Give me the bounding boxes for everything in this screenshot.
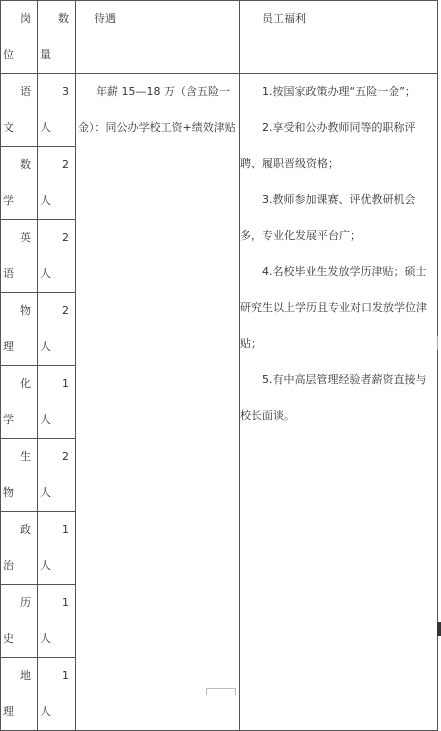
count-number: 1 [62,596,69,609]
count-cell [38,658,76,731]
benefit-item: 1.按国家政策办理“五险一金”； [262,85,416,98]
position-char-1: 物 [20,304,31,317]
position-char-1: 政 [20,523,31,536]
header-benefits-label: 员工福利 [262,12,306,25]
count-number: 1 [62,377,69,390]
position-cell [1,439,38,512]
count-number: 3 [62,85,69,98]
count-number: 2 [62,304,69,317]
position-char-2: 理 [3,705,14,718]
count-unit: 人 [40,559,51,572]
benefits-cell [240,74,438,731]
position-cell [1,74,38,147]
benefit-item: 4.名校毕业生发放学历津贴；硕士研究生以上学历且专业对口发放学位津贴； [240,265,427,350]
count-cell [38,585,76,658]
position-cell [1,220,38,293]
page-edge-marker [437,622,441,636]
count-cell [38,147,76,220]
count-unit: 人 [40,486,51,499]
header-position-char-1: 岗 [20,12,31,25]
position-char-2: 史 [3,632,14,645]
position-char-2: 文 [3,121,14,134]
position-char-1: 语 [20,85,31,98]
position-cell [1,585,38,658]
count-number: 1 [62,669,69,682]
benefit-item: 5.有中高层管理经验者薪资直接与校长面谈。 [240,373,427,422]
position-char-2: 理 [3,340,14,353]
benefit-item: 2.享受和公办教师同等的职称评聘、履职晋级资格； [240,121,416,170]
position-char-2: 学 [3,413,14,426]
header-treatment-cell [76,1,240,74]
count-unit: 人 [40,632,51,645]
header-benefits-cell [240,1,438,74]
position-char-1: 地 [20,669,31,682]
position-cell [1,147,38,220]
count-unit: 人 [40,267,51,280]
count-unit: 人 [40,413,51,426]
treatment-text: 年薪 15—18 万（含五险一金）：同公办学校工资+绩效津贴 [78,85,236,134]
benefit-item: 3.教师参加课赛、评优教研机会多，专业化发展平台广； [240,193,416,242]
position-char-2: 学 [3,194,14,207]
header-treatment-label: 待遇 [94,12,116,25]
header-count-char-1: 数 [58,12,69,25]
count-cell [38,220,76,293]
position-char-1: 化 [20,377,31,390]
count-unit: 人 [40,340,51,353]
count-cell [38,74,76,147]
position-char-2: 物 [3,486,14,499]
position-cell [1,658,38,731]
position-char-2: 语 [3,267,14,280]
count-unit: 人 [40,121,51,134]
count-cell [38,366,76,439]
position-char-1: 历 [20,596,31,609]
position-cell [1,512,38,585]
count-unit: 人 [40,705,51,718]
header-count-char-2: 量 [40,48,51,61]
count-cell [38,439,76,512]
count-number: 2 [62,231,69,244]
header-position-cell [1,1,38,74]
scroll-tick [437,336,441,350]
position-cell [1,366,38,439]
position-cell [1,293,38,366]
count-cell [38,293,76,366]
position-char-1: 生 [20,450,31,463]
count-number: 1 [62,523,69,536]
position-char-1: 数 [20,158,31,171]
header-position-char-2: 位 [3,48,14,61]
count-cell [38,512,76,585]
position-char-1: 英 [20,231,31,244]
position-char-2: 治 [3,559,14,572]
count-unit: 人 [40,194,51,207]
count-number: 2 [62,450,69,463]
count-number: 2 [62,158,69,171]
header-count-cell [38,1,76,74]
treatment-cell [76,74,240,731]
